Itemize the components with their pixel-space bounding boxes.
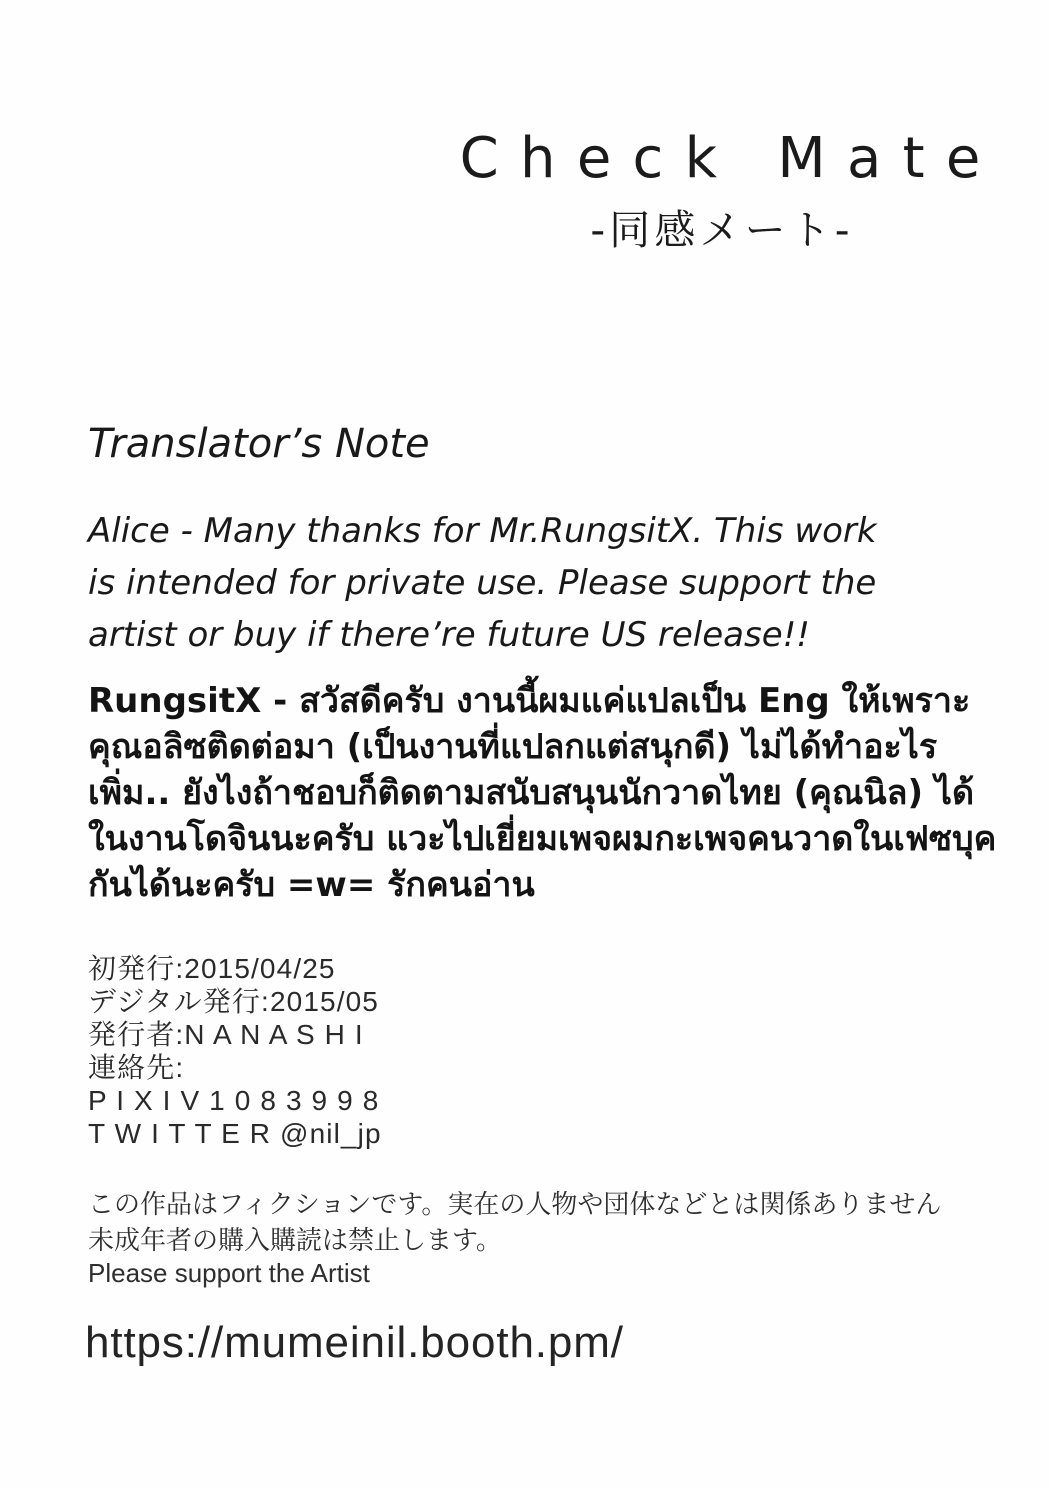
publication-info (88, 952, 382, 1150)
title-block (390, 126, 1049, 256)
digital-release-date: デジタル発行:2015/05 (88, 986, 379, 1017)
contact-label: 連絡先: (88, 1052, 185, 1083)
thai-note-line: คุณอลิซติดต่อมา (เป็นงานที่แปลกแต่สนุกดี) ไม่ได้ทำอะไร (88, 727, 938, 767)
english-note (88, 505, 998, 661)
page-subtitle: -同感メート- (590, 206, 854, 254)
publisher: 発行者:N A N A S H I (88, 1019, 364, 1050)
page-title: Check Mate (459, 126, 1002, 191)
disclaimer-line: 未成年者の購入購読は禁止します。 (88, 1225, 502, 1255)
english-note-line: Alice - Many thanks for Mr.RungsitX. This work (88, 511, 877, 551)
first-print-date: 初発行:2015/04/25 (88, 953, 336, 984)
thai-note-line: เพิ่ม.. ยังไงถ้าชอบก็ติดตามสนับสนุนนักวาดไทย (คุณนิล) ได้ (88, 773, 975, 813)
pixiv-id: P I X I V 1 0 8 3 9 9 8 (88, 1085, 380, 1116)
thai-note-line: กันได้นะครับ =w= รักคนอ่าน (88, 865, 535, 905)
booth-url: https://mumeinil.booth.pm/ (85, 1318, 624, 1367)
disclaimer (88, 1186, 941, 1258)
translators-note-heading: Translator’s Note (88, 421, 430, 467)
english-note-line: artist or buy if there’re future US release!! (88, 615, 810, 655)
thai-note-line: RungsitX - สวัสดีครับ งานนี้ผมแค่แปลเป็น Eng ให้เพราะ (88, 681, 971, 721)
disclaimer-line: この作品はフィクションです。実在の人物や団体などとは関係ありません (88, 1189, 942, 1219)
twitter-handle: T W I T T E R @nil_jp (88, 1118, 382, 1149)
thai-note-line: ในงานโดจินนะครับ แวะไปเยี่ยมเพจผมกะเพจคนวาดในเฟซบุค (88, 819, 997, 859)
support-artist-text: Please support the Artist (88, 1258, 370, 1288)
thai-note (88, 678, 1018, 908)
english-note-line: is intended for private use. Please support the (88, 563, 877, 603)
